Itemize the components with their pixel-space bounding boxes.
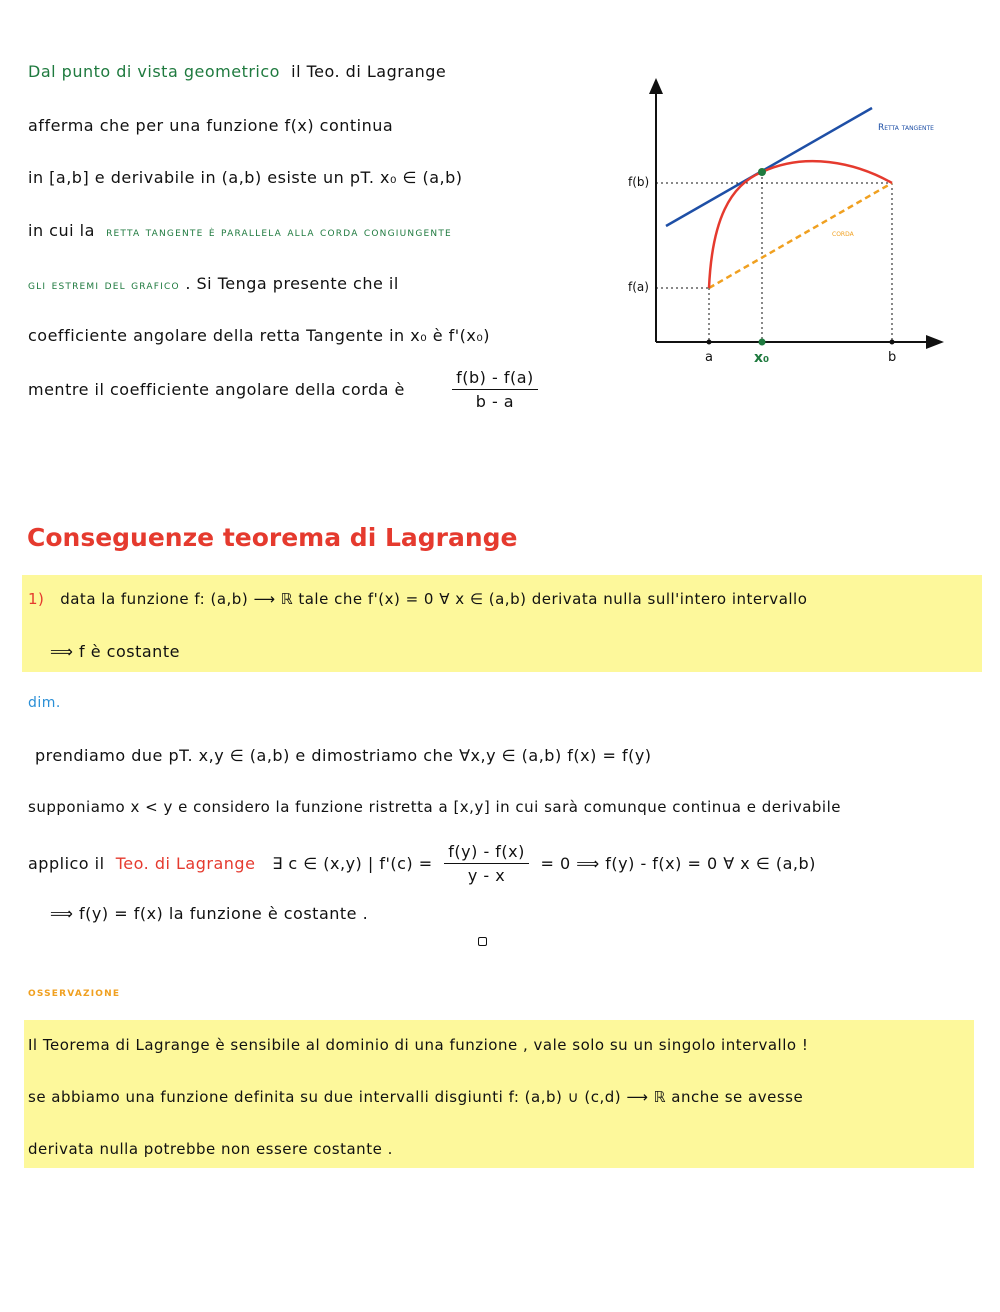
theorem-number: 1) [28,590,45,608]
proof-line-1: prendiamo due pT. x,y ∈ (a,b) e dimostriamo che ∀x,y ∈ (a,b) f(x) = f(y) [35,746,652,765]
observation-line-3: derivata nulla potrebbe non essere costante . [28,1140,393,1158]
x0-point [759,339,766,346]
proof-line-4: ⟹ f(y) = f(x) la funzione è costante . [50,904,369,923]
theorem-statement: data la funzione f: (a,b) ⟶ ℝ tale che f'(x) = 0 ∀ x ∈ (a,b) derivata nulla sull'intero intervallo [60,590,808,608]
label-b: b [888,350,897,365]
chord-slope-fraction [452,368,538,411]
intro-line-5 [28,274,399,293]
proof-label: dim. [28,695,61,711]
chord-slope-denominator: b - a [475,392,515,411]
qed-icon [478,937,487,946]
tangency-point [758,168,766,176]
a-point [707,340,712,345]
theorem-line-1 [28,590,807,608]
intro-line-6: coefficiente angolare della retta Tangente in x₀ è f'(x₀) [28,326,491,345]
intro-line-7 [28,368,544,411]
y-axis-arrow-icon [649,78,663,94]
observation-line-2: se abbiamo una funzione definita su due intervalli disgiunti f: (a,b) ∪ (c,d) ⟶ ℝ anche se avesse [28,1088,804,1106]
theorem-conclusion: ⟹ f è costante [50,642,180,661]
intro-line-7-text: mentre il coefficiente angolare della corda è [28,380,405,399]
intro-line-2: afferma che per una funzione f(x) continua [28,116,394,135]
function-curve [709,161,892,288]
lagrange-graph [620,70,960,375]
label-a: a [705,350,713,365]
intro-tangent-parallel: retta tangente è parallela alla corda congiungente [106,225,452,240]
proof-apply: applico il [28,854,105,873]
label-fa: f(a) [628,280,649,294]
intro-line-4 [28,221,452,240]
proof-line-3 [28,842,816,885]
intro-line-3: in [a,b] e derivabile in (a,b) esiste un pT. x₀ ∈ (a,b) [28,168,463,187]
intro-graph-extremes: gli estremi del grafico [28,278,180,293]
observation-line-1: Il Teorema di Lagrange è sensibile al dominio di una funzione , vale solo su un singolo intervallo ! [28,1036,809,1054]
proof-lagrange-ref: Teo. di Lagrange [115,854,256,873]
label-chord: corda [832,229,854,238]
proof-fraction-numerator: f(y) - f(x) [444,842,529,864]
proof-conclusion: = 0 ⟹ f(y) - f(x) = 0 ∀ x ∈ (a,b) [540,854,816,873]
intro-line-5-rest: . Si Tenga presente che il [185,274,399,293]
proof-fraction-denominator: y - x [467,866,506,885]
x-axis-arrow-icon [926,335,944,349]
section-title: Conseguenze teorema di Lagrange [27,523,518,552]
label-tangent: Retta tangente [878,123,934,133]
b-point [890,340,895,345]
tangent-line [666,108,872,226]
observation-label: osservazione [28,985,121,1000]
label-x0: x₀ [754,350,770,366]
proof-exists: ∃ c ∈ (x,y) | f'(c) = [272,854,433,873]
label-fb: f(b) [628,175,650,189]
proof-fraction [444,842,529,885]
chord-slope-numerator: f(b) - f(a) [452,368,538,390]
chord-line [709,183,892,288]
intro-line-1 [28,62,446,81]
intro-lagrange: il Teo. di Lagrange [291,62,447,81]
proof-line-2: supponiamo x < y e considero la funzione ristretta a [x,y] in cui sarà comunque continua e derivabile [28,798,841,816]
intro-line-4-start: in cui la [28,221,95,240]
intro-geometric-view: Dal punto di vista geometrico [28,62,280,81]
